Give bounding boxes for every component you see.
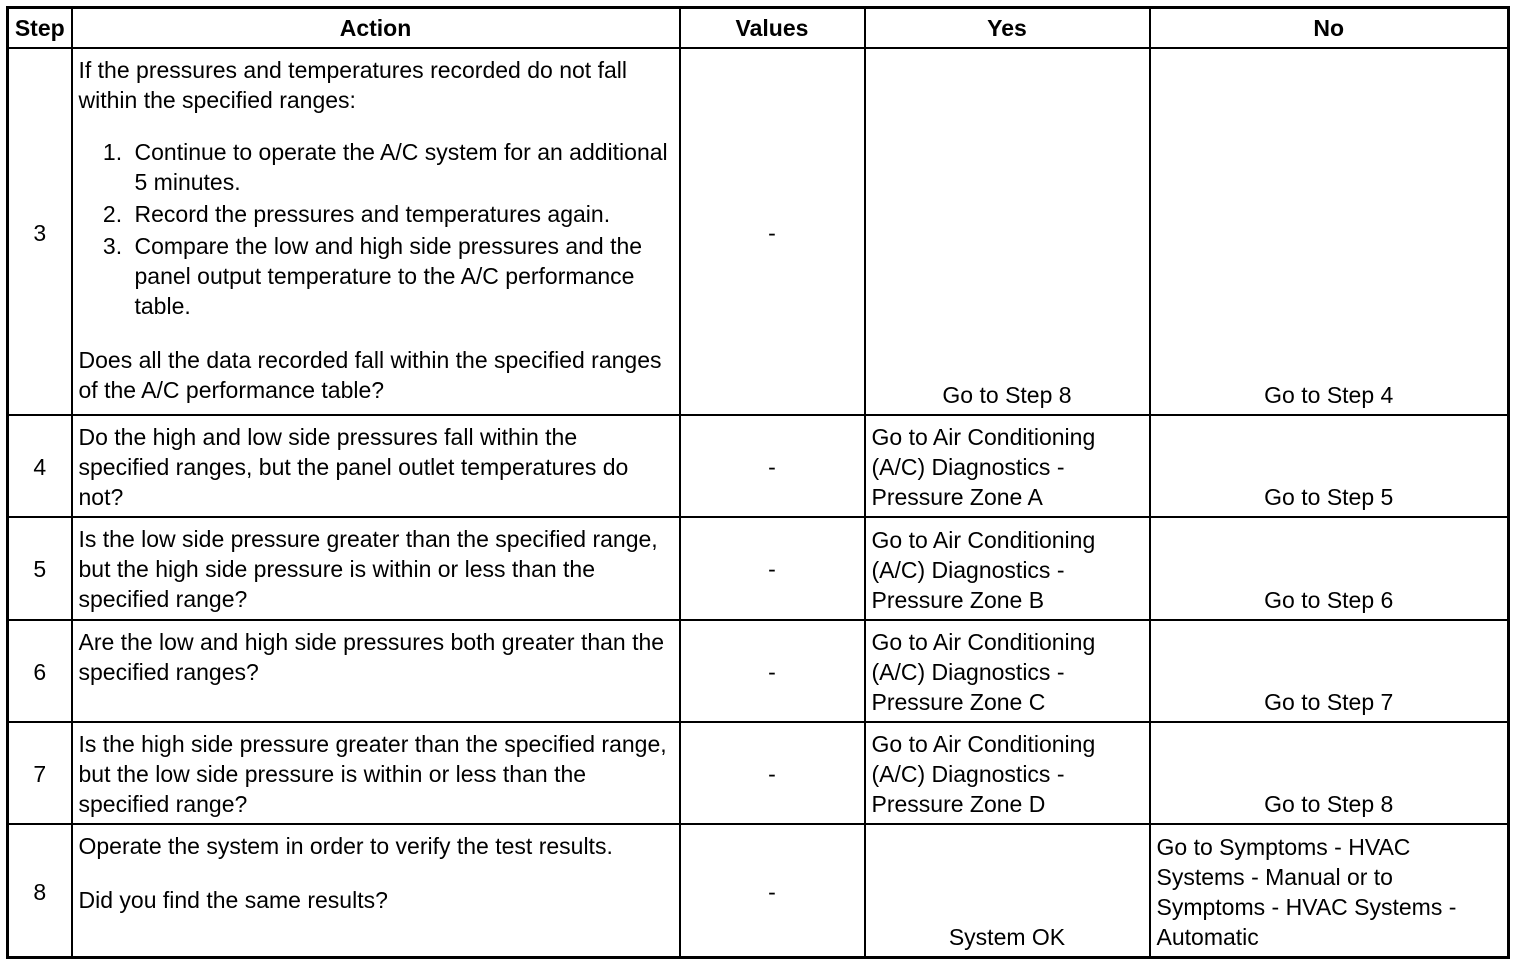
header-row	[8, 8, 1509, 49]
action-cell: Are the low and high side pressures both greater than the specified ranges?	[72, 620, 680, 722]
table-row	[8, 415, 1509, 517]
action-cell: Is the low side pressure greater than the specified range, but the high side pressure is within or less than the specified range?	[72, 517, 680, 619]
table-row	[8, 517, 1509, 619]
action-question: Does all the data recorded fall within the specified ranges of the A/C performance table?	[78, 347, 662, 403]
values-cell: -	[680, 48, 865, 415]
no-cell: Go to Step 5	[1150, 415, 1509, 517]
action-cell	[72, 824, 680, 957]
list-item: 3. Compare the low and high side pressures and the panel output temperature to the A/C performance table.	[129, 231, 673, 321]
no-cell: Go to Step 4	[1150, 48, 1509, 415]
list-item: 1. Continue to operate the A/C system for an additional 5 minutes.	[129, 137, 673, 197]
step-number: 7	[8, 722, 72, 824]
action-cell	[72, 48, 680, 415]
step-number: 8	[8, 824, 72, 957]
action-instruction: Operate the system in order to verify the test results.	[78, 833, 613, 860]
values-cell: -	[680, 620, 865, 722]
table-row	[8, 48, 1509, 415]
header-step: Step	[8, 8, 72, 49]
list-item: 2. Record the pressures and temperatures again.	[129, 199, 673, 229]
yes-cell: Go to Air Conditioning (A/C) Diagnostics - Pressure Zone D	[865, 722, 1150, 824]
values-cell: -	[680, 517, 865, 619]
step-number: 4	[8, 415, 72, 517]
action-question: Did you find the same results?	[78, 887, 388, 914]
values-cell: -	[680, 415, 865, 517]
values-cell: -	[680, 722, 865, 824]
table-row	[8, 722, 1509, 824]
action-steps-list	[79, 137, 673, 321]
yes-cell: Go to Air Conditioning (A/C) Diagnostics - Pressure Zone C	[865, 620, 1150, 722]
no-cell: Go to Step 7	[1150, 620, 1509, 722]
header-yes: Yes	[865, 8, 1150, 49]
no-cell: Go to Symptoms - HVAC Systems - Manual or to Symptoms - HVAC Systems - Automatic	[1150, 824, 1509, 957]
yes-cell: Go to Air Conditioning (A/C) Diagnostics - Pressure Zone B	[865, 517, 1150, 619]
step-number: 5	[8, 517, 72, 619]
yes-cell: Go to Air Conditioning (A/C) Diagnostics - Pressure Zone A	[865, 415, 1150, 517]
table-row	[8, 620, 1509, 722]
no-cell: Go to Step 8	[1150, 722, 1509, 824]
values-cell: -	[680, 824, 865, 957]
action-intro: If the pressures and temperatures recorded do not fall within the specified ranges:	[78, 57, 627, 113]
header-no: No	[1150, 8, 1509, 49]
header-action: Action	[72, 8, 680, 49]
diagnostic-table	[6, 6, 1510, 959]
action-cell: Is the high side pressure greater than the specified range, but the low side pressure is within or less than the specified range?	[72, 722, 680, 824]
no-cell: Go to Step 6	[1150, 517, 1509, 619]
header-values: Values	[680, 8, 865, 49]
step-number: 3	[8, 48, 72, 415]
step-number: 6	[8, 620, 72, 722]
yes-cell: Go to Step 8	[865, 48, 1150, 415]
yes-cell: System OK	[865, 824, 1150, 957]
action-cell: Do the high and low side pressures fall within the specified ranges, but the panel outlet temperatures do not?	[72, 415, 680, 517]
table-row	[8, 824, 1509, 957]
